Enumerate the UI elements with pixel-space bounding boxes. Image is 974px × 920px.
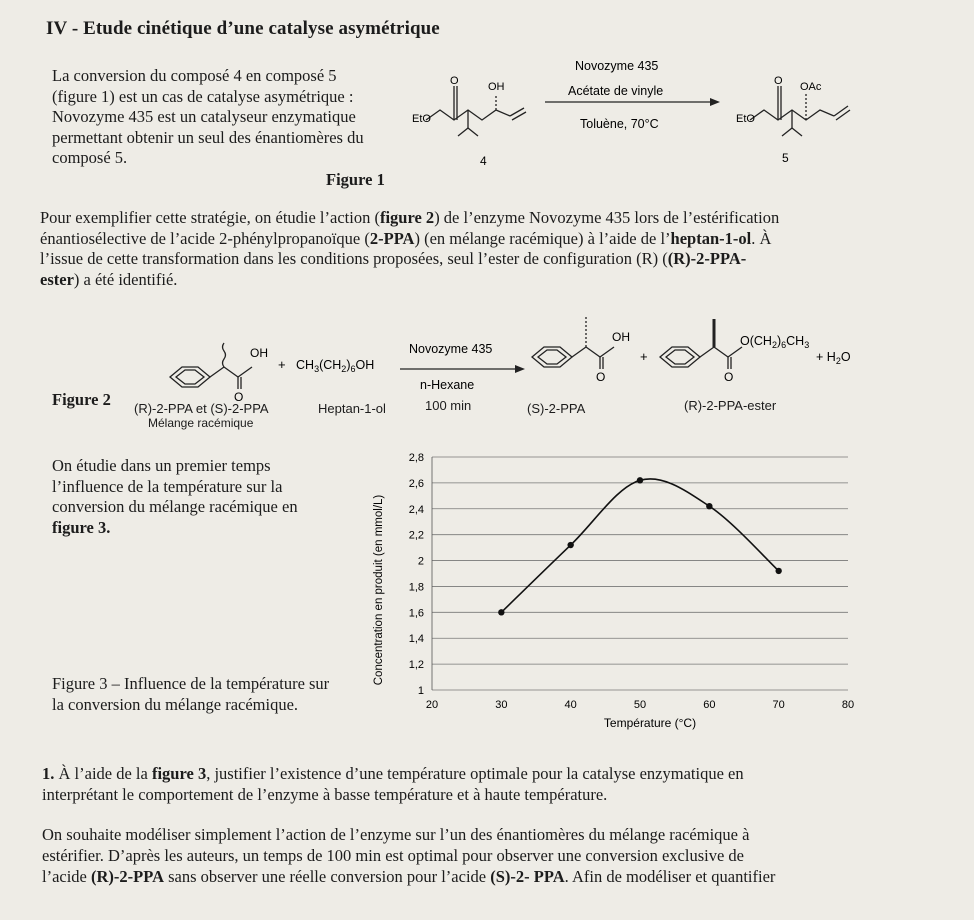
paragraph-line: conversion du mélange racémique en [52,497,298,516]
x-tick-label: 80 [841,699,855,711]
data-points [498,477,782,615]
oxygen-label: O [774,75,783,87]
y-tick-label: 2,2 [408,529,424,542]
oxygen-label: O [450,75,459,87]
plus-sign: + [278,357,286,372]
temperature-chart [360,445,860,740]
data-point [567,542,573,548]
r-ppa-ester-structure [660,319,742,369]
paragraph-3 [52,456,352,538]
intro-paragraph [52,66,397,169]
y-tick-label: 1,6 [408,607,424,620]
caption-line: la conversion du mélange racémique. [52,694,299,714]
data-curve [501,479,778,612]
hydroxyl-label: OH [612,330,630,344]
reaction-arrow [545,98,720,106]
eto-label: EtO [736,113,755,125]
figure1-caption: Figure 1 [326,170,385,189]
y-ticks [409,452,424,697]
intro-line: La conversion du composé 4 en composé 5 [52,66,337,85]
figure1-scheme [400,50,960,200]
paragraph-4 [42,824,947,887]
x-tick-label: 30 [495,699,508,711]
y-tick-label: 2,4 [408,503,424,516]
paragraph-line: l’issue de cette transformation dans les conditions proposées, seul l’ester de configuration (R) ((R)-2-PPA- [40,249,747,268]
y-tick-label: 2,8 [408,452,424,464]
paragraph-line: l’acide (R)-2-PPA sans observer une réelle conversion pour l’acide (S)-2- PPA. Afin de modéliser et quantifier [42,867,776,886]
eto-label: EtO [412,113,431,125]
section-title: IV - Etude cinétique d’une catalyse asymétrique [46,18,440,39]
product1-name: (S)-2-PPA [527,401,586,416]
data-point [498,609,504,615]
y-tick-label: 1,4 [408,633,424,646]
compound-4-number: 4 [480,154,487,168]
intro-line: composé 5. [52,148,128,167]
x-tick-label: 20 [425,699,439,711]
oxygen-label: O [596,370,606,384]
product2-name: (R)-2-PPA-ester [684,398,777,413]
reaction-arrow [400,365,525,373]
x-tick-label: 70 [772,699,785,711]
paragraph-line: ester) a été identifié. [40,269,178,289]
intro-line: Novozyme 435 est un catalyseur enzymatique [52,107,356,126]
oxygen-label: O [724,370,734,384]
ppa-racemic-structure [170,343,252,389]
reaction-time: 100 min [425,398,472,413]
intro-line: permettant obtenir un seul des énantiomères du [52,127,364,147]
ester-group: $O(CH_2)_6CH_3$ [740,334,810,350]
intro-line: (figure 1) est un cas de catalyse asymétrique : [52,86,354,106]
alcohol-name: Heptan-1-ol [318,401,386,416]
data-point [706,503,712,509]
oxygen-label: O [234,390,244,404]
chart-grid [432,457,848,690]
heptanol-formula: $CH_3(CH_2)_6OH$ [296,358,375,374]
conditions-label: Toluène, 70°C [580,117,659,131]
paragraph-line: On souhaite modéliser simplement l’action de l’enzyme sur l’un des énantiomères du mélange racémique à [42,825,750,844]
reactant-name: (R)-2-PPA et (S)-2-PPA [134,401,269,416]
paragraph-line: énantiosélective de l’acide 2-phénylpropanoïque (2-PPA) (en mélange racémique) à l’aide de l’heptan-1-ol. À [40,228,772,248]
s-ppa-structure [532,317,614,369]
catalyst-label: Novozyme 435 [575,59,659,73]
reagent-label: Acétate de vinyle [568,84,664,98]
paragraph-line: On étudie dans un premier temps [52,456,271,475]
y-tick-label: 1,8 [408,581,424,594]
compound-5-number: 5 [782,151,789,165]
data-point [637,477,643,483]
y-tick-label: 1,2 [408,659,424,672]
x-tick-label: 60 [703,699,716,711]
y-tick-label: 1 [417,685,424,697]
racemic-note: Mélange racémique [148,416,254,430]
data-point [775,568,781,574]
x-axis-label: Température (°C) [603,716,697,730]
y-tick-label: 2 [417,555,424,568]
solvent-label: n-Hexane [420,378,475,392]
x-tick-label: 40 [564,699,577,711]
question-line: 1. À l’aide de la figure 3, justifier l’existence d’une température optimale pour la catalyse enzymatique en [42,764,744,783]
compound-4-structure [426,86,526,136]
hydroxyl-label: OH [250,346,268,360]
catalyst-label: Novozyme 435 [409,342,493,356]
paragraph-line: figure 3. [52,517,111,537]
acetate-label: OAc [800,81,822,93]
paragraph-line: estérifier. D’après les auteurs, un temps de 100 min est optimal pour observer une conversion exclusive de [42,846,744,865]
caption-line: Figure 3 – Influence de la température sur [52,674,330,693]
figure2-label: Figure 2 [52,390,111,409]
hydroxyl-label: OH [488,81,505,93]
x-tick-label: 50 [633,699,647,711]
paragraph-2 [40,208,945,290]
paragraph-line: l’influence de la température sur la [52,476,283,496]
x-ticks [426,699,854,711]
y-tick-label: 2,6 [408,477,424,490]
paragraph-line: Pour exemplifier cette stratégie, on étudie l’action (figure 2) de l’enzyme Novozyme 435 lors de l’estérification [40,208,780,227]
question-1 [42,763,942,805]
y-axis-label: Concentration en produit (en mmol/L) [373,494,385,686]
plus-sign: + [640,349,648,364]
water-label: + $H_2O$ [816,350,851,366]
question-line: interprétant le comportement de l’enzyme à basse température et à haute température. [42,785,608,804]
figure3-caption [52,674,372,715]
compound-5-structure [750,86,850,136]
